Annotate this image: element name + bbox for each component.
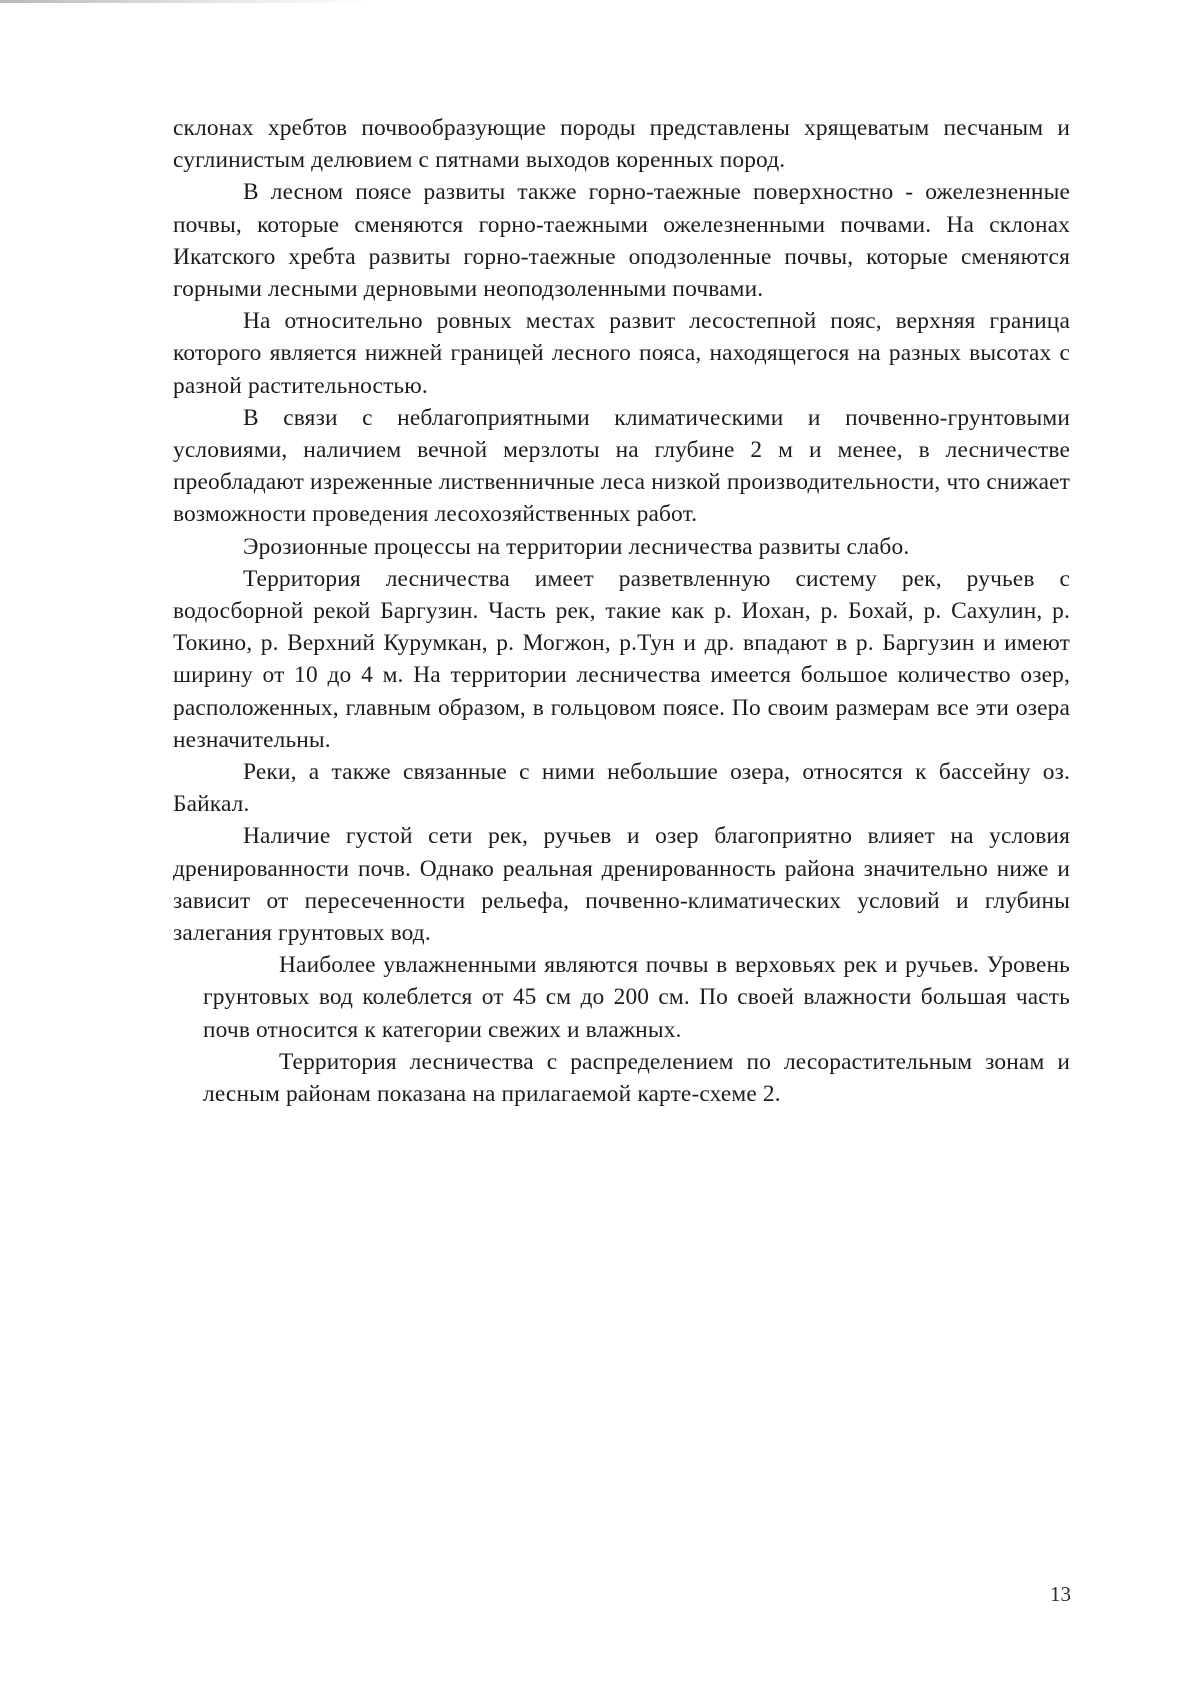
paragraph-6: Территория лесничества имеет разветвленную систему рек, ручьев с водосборной рекой Баргузин. Часть рек, такие как р. Иохан, р. Бохай, р. Сахулин, р. Токино, р. Верхний Курумкан, р. Могжон, р.Тун и др. впадают в р. Баргузин и имеют ширину от 10 до 4 м. На территории лесничества имеется большое количество озер, расположенных, главным образом, в гольцовом поясе. По своим размерам все эти озера незначительны. (173, 565, 1070, 753)
paragraph-2: В лесном поясе развиты также горно-таежные поверхностно - ожелезненные почвы, которые сменяются горно-таежными ожелезненными почвами. На склонах Икатского хребта развиты горно-таежные оподзоленные почвы, которые сменяются горными лесными дерновыми неоподзоленными почвами. (173, 179, 1070, 303)
scan-edge (0, 0, 370, 3)
paragraph-3: На относительно ровных местах развит лесостепной пояс, верхняя граница которого является нижней границей лесного пояса, находящегося на разных высотах с разной растительностью. (173, 308, 1070, 399)
paragraph-8: Наличие густой сети рек, ручьев и озер благоприятно влияет на условия дренированности почв. Однако реальная дренированность района значительно ниже и зависит от пересеченности рельефа, почвенно-климатических условий и глубины залегания грунтовых вод. (173, 823, 1070, 947)
page-number: 13 (1050, 1582, 1071, 1606)
paragraph-4: В связи с неблагоприятными климатическими и почвенно-грунтовыми условиями, наличием вечной мерзлоты на глубине 2 м и менее, в лесничестве преобладают изреженные лиственничные леса низкой производительности, что снижает возможности проведения лесохозяйственных работ. (173, 404, 1070, 528)
paragraph-9: Наиболее увлажненными являются почвы в верховьях рек и ручьев. Уровень грунтовых вод колеблется от 45 см до 200 см. По своей влажности большая часть почв относится к категории свежих и влажных. (203, 952, 1070, 1043)
document-body (173, 112, 1070, 1110)
paragraph-5: Эрозионные процессы на территории лесничества развиты слабо. (243, 533, 910, 560)
paragraph-1: склонах хребтов почвообразующие породы представлены хрящеватым песчаным и суглинистым делювием с пятнами выходов коренных пород. (173, 115, 1070, 174)
paragraph-10: Территория лесничества с распределением по лесорастительным зонам и лесным районам показана на прилагаемой карте-схеме 2. (203, 1048, 1070, 1108)
paragraph-7: Реки, а также связанные с ними небольшие озера, относятся к бассейну оз. Байкал. (173, 759, 1070, 818)
